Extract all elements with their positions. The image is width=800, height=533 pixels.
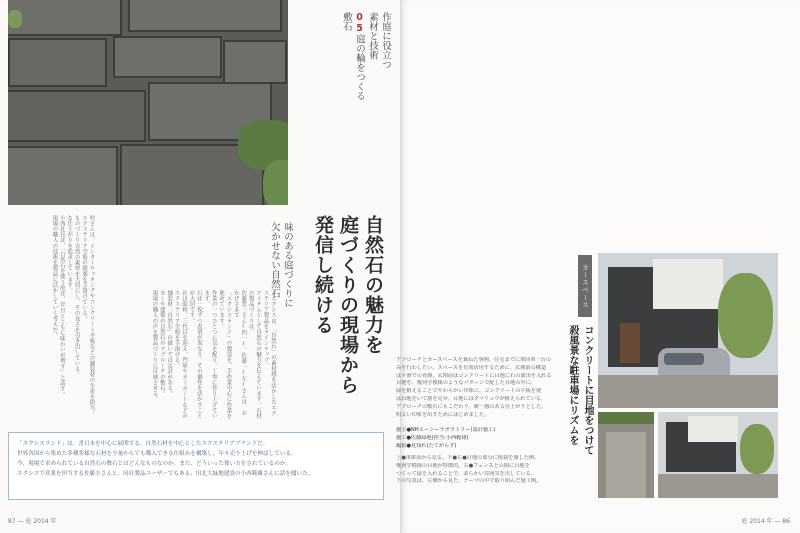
page-folio-right: 庭 2014 年 ― 86 bbox=[741, 518, 790, 525]
body-line: ーエクシスは、「自然石」の素材感を活かしたエクステリア製品をラインナップ。 bbox=[262, 290, 276, 417]
credit-line: 施工●佐藤緑地(担当:小西範雄) bbox=[396, 434, 469, 441]
body-line: 「エクシスランド」の製造を、手作業中心に作業を進めています。 bbox=[218, 290, 232, 419]
article-title bbox=[310, 215, 385, 395]
body-line: 現場の職人の声を製品づくりに反映させる。 bbox=[151, 290, 158, 402]
body-line: ものづくり自然の素材を大切にし、その良さを引き出している。 bbox=[73, 215, 80, 378]
caption-line: 下の写真は、左側から見た、テーマの中で取り組んだ施工例。 bbox=[396, 478, 542, 485]
series-line-1: 作庭に役立つ bbox=[380, 12, 391, 69]
description-line: は目地をいて割を見せ、目地にはタマリュウが植えられている。 bbox=[396, 395, 547, 402]
title-line-3: 発信し続ける bbox=[312, 215, 334, 335]
body-line: カーや建築の自然石のアプローチの敷石。 bbox=[158, 290, 165, 397]
description-line: は平滑での直感、玄関前はコンクリートに目地に石の演出を入れる bbox=[396, 372, 552, 379]
series-subtitle: 庭の輪をつくる bbox=[354, 34, 365, 101]
body-line: 作業の一つひとつに気を配り、丁寧に作り上げています。 bbox=[203, 290, 217, 419]
body-line: 小西社長は、「自然石を使う庭は、年月とともに味わいが増す」と話す。 bbox=[58, 215, 65, 398]
description-line: みを行わしたい。スペースを有効活用するために、玄関前の構造 bbox=[396, 364, 547, 371]
body-line: な仕上がりを追求しています。 bbox=[66, 215, 73, 294]
series-number: 05 bbox=[354, 12, 365, 34]
description-line: 緑を植えることでやわらかい印象に。コンクリートの平板を使 bbox=[396, 388, 542, 395]
body-line: 社は昭和、三代目を迎え、門扉やカーポートなどのエクステリア全般を手掛ける。 bbox=[173, 290, 188, 419]
intro-line-4: エクシスで営業を担当する佐藤圭さんと、同社製品ユーザーでもある、田北大緑地建設の小西範雄さんに話を聞いた。 bbox=[17, 471, 314, 477]
title-line-1: 自然石の魅力を bbox=[362, 215, 384, 355]
photo-caption bbox=[396, 455, 566, 486]
page-folio-left: 87 ― 庭 2014 年 bbox=[8, 518, 57, 525]
case-title-line-2: 殺風景な駐車場にリズムを bbox=[567, 325, 578, 445]
case-title-line-1: コンクリートに目地をつけて bbox=[582, 325, 593, 455]
body-line: アイテムとして自然石の魅力を伝えています。石材の製品づくりは、 bbox=[247, 290, 262, 419]
body-line: 現場の職人の技術を製品に活かしていく考えだ。 bbox=[51, 215, 58, 339]
intro-box bbox=[8, 432, 384, 500]
description-line: 明るい印象を出すためにはじめました。 bbox=[396, 411, 490, 418]
intro-line-2: 世界各国から集めた多種多様な石材を少量からでも購入できる仕組みを構築し、年々売り上げを伸ばしている。 bbox=[17, 451, 297, 457]
credit-line: 撮影●見知れ(たてがらす) bbox=[396, 442, 457, 449]
body-line: エクステリア全般の提案を手掛けている。 bbox=[81, 215, 88, 322]
intro-line-1: 「エクシスランド」は、書日本を中心に展開する、自然石材を中心としたエクステリアブランドだ。 bbox=[17, 441, 269, 447]
body-text-block-1 bbox=[150, 290, 276, 420]
paving-photo bbox=[598, 412, 654, 498]
intro-line-3: 今、現場で求められている自然石の敷石とはどんなものなのか。また、どういった使い方をされているのか。 bbox=[17, 461, 292, 467]
body-line: 佐藤豊一さん(四一)、佐藤一(左)さんは、おかげさまで bbox=[232, 290, 247, 416]
stone-path-photo bbox=[8, 0, 288, 205]
credit-line: 施主●NHエーシーラボラトリー(設計施工) bbox=[396, 427, 496, 433]
caption-line: つくって緑を入れることで、柔らかい雰囲気を出している。 bbox=[396, 470, 536, 477]
series-heading bbox=[340, 12, 392, 101]
house-photo-main bbox=[598, 253, 778, 408]
description-line: 目地を、幾何学模様のようなパターンで配した目地の中に、 bbox=[396, 380, 536, 387]
body-line: 石は一枚ずつ表情が異なり、その個性を活かすことが大切です。 bbox=[188, 290, 202, 419]
subhead-line-2: 欠かせない自然石 bbox=[269, 222, 280, 298]
case-description bbox=[396, 357, 566, 419]
category-tag: カースペース bbox=[578, 255, 592, 317]
caption-line: 幾何学模様の目地が特徴的。右●フェンスとの間に目地を bbox=[396, 462, 530, 469]
body-text-block-2 bbox=[50, 215, 94, 420]
caption-line: 上●車庫前から見る。下●左●目地の部分に植栽を施した例。 bbox=[396, 455, 540, 461]
case-title bbox=[565, 325, 595, 455]
body-line: 舗装材「自然石」の扱いでは定評がある。 bbox=[166, 290, 173, 397]
body-line: 村さんは、インターロッキングやコンクリート平板などの舗装材の生産を担当。 bbox=[88, 215, 95, 417]
house-photo-secondary bbox=[658, 412, 778, 498]
title-line-2: 庭づくりの現場から bbox=[337, 215, 359, 395]
series-line-2: 素材と技術 bbox=[367, 12, 378, 60]
series-item: 敷石 bbox=[341, 12, 352, 31]
description-line: アプローチとカースペースを兼ねた事例。住宅までに車回車一台の bbox=[396, 357, 552, 363]
description-line: アプローチの敷石にもこだわり、統一感のある仕上がりとした。 bbox=[396, 403, 547, 410]
case-credits bbox=[396, 427, 566, 450]
subhead-line-1: 味のある庭づくりに bbox=[282, 222, 293, 308]
